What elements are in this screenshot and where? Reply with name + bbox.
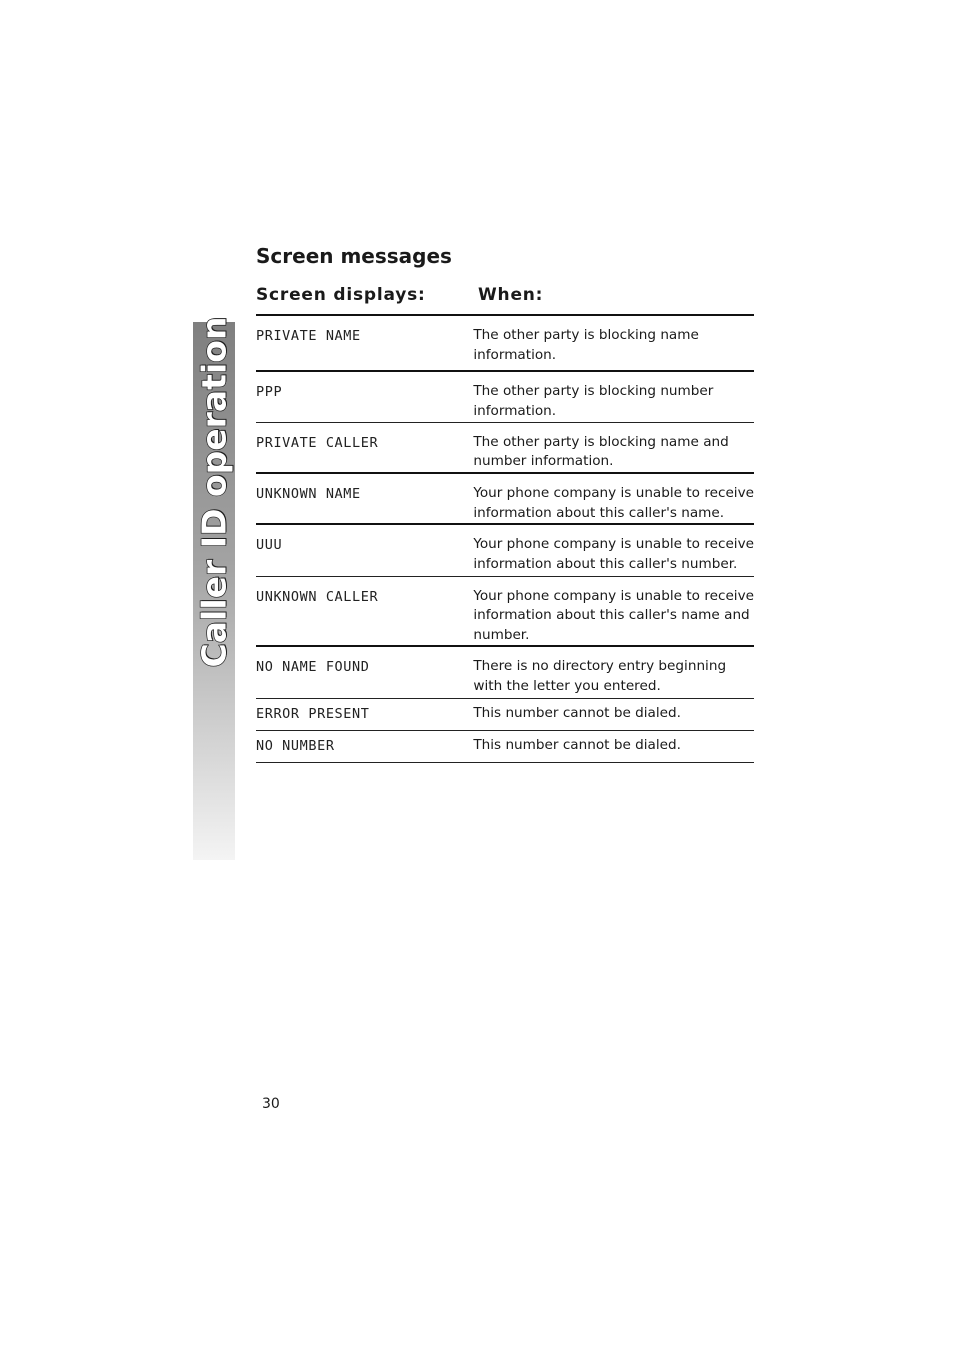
screen-display-text: PRIVATE CALLER bbox=[256, 434, 379, 451]
screen-display-text: NO NUMBER bbox=[256, 737, 335, 754]
table-row bbox=[256, 371, 754, 422]
screen-display-text: ERROR PRESENT bbox=[256, 705, 370, 722]
screen-display-text: UUU bbox=[256, 537, 283, 553]
when-description: The other party is blocking name and number information. bbox=[473, 433, 729, 469]
when-description: The other party is blocking number information. bbox=[473, 383, 714, 419]
column-header-screen-displays: Screen displays: bbox=[256, 285, 426, 305]
table-row bbox=[256, 473, 754, 524]
table-row bbox=[256, 524, 754, 576]
when-description: This number cannot be dialed. bbox=[473, 704, 681, 721]
table-row bbox=[256, 646, 754, 698]
screen-display-text: UNKNOWN NAME bbox=[256, 486, 361, 502]
table-row bbox=[256, 576, 754, 646]
page-heading: Screen messages bbox=[256, 244, 452, 268]
screen-display-text: NO NAME FOUND bbox=[256, 659, 370, 675]
column-header-when: When: bbox=[478, 285, 544, 305]
section-side-tab bbox=[193, 316, 235, 860]
screen-display-text: PRIVATE NAME bbox=[256, 328, 361, 344]
when-description: Your phone company is unable to receive information about this caller's name. bbox=[473, 485, 754, 521]
when-description: This number cannot be dialed. bbox=[473, 736, 681, 753]
when-description: Your phone company is unable to receive information about this caller's number. bbox=[473, 536, 754, 572]
screen-display-text: UNKNOWN CALLER bbox=[256, 588, 379, 605]
screen-display-text: PPP bbox=[256, 384, 283, 400]
table-row bbox=[256, 730, 754, 762]
when-description: Your phone company is unable to receive information about this caller's name and number. bbox=[473, 587, 754, 643]
table-row bbox=[256, 698, 754, 730]
page-number: 30 bbox=[262, 1096, 280, 1112]
table-row bbox=[256, 315, 754, 371]
table-row bbox=[256, 422, 754, 473]
when-description: There is no directory entry beginning with the letter you entered. bbox=[473, 658, 727, 694]
when-description: The other party is blocking name information. bbox=[473, 327, 699, 363]
section-tab-label: Caller ID operation bbox=[194, 316, 234, 668]
screen-messages-table bbox=[256, 314, 754, 763]
